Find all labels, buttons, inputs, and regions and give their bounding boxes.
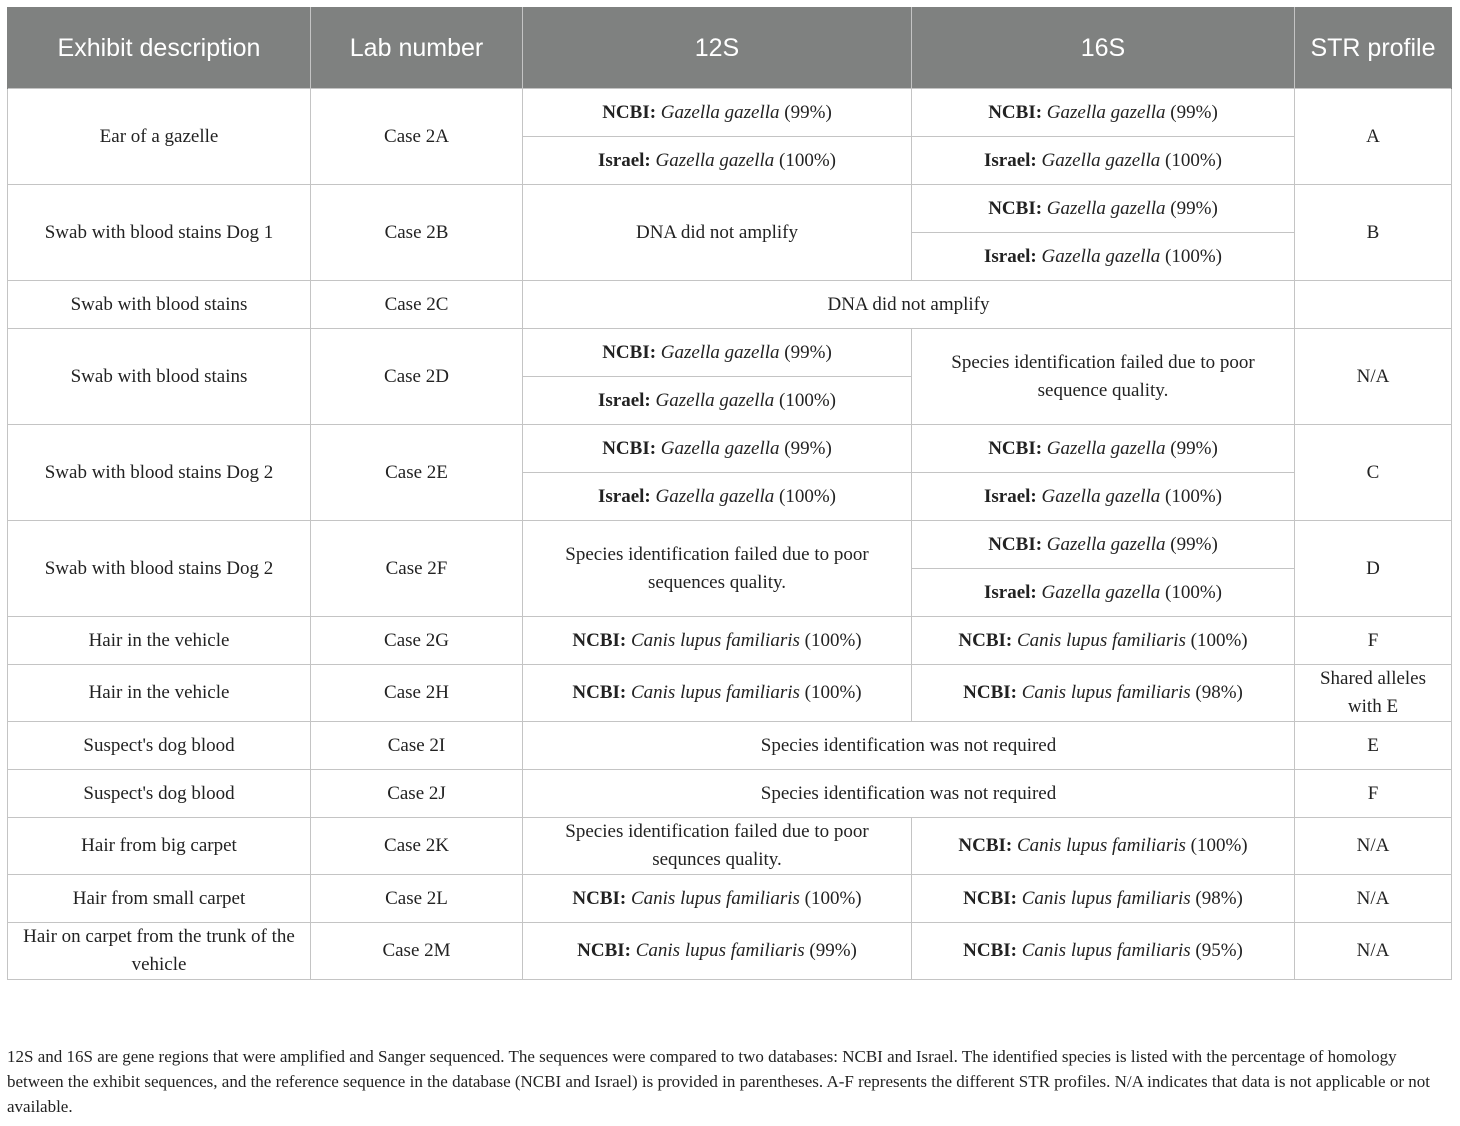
exhibit-cell: Suspect's dog blood (8, 770, 311, 818)
lab-number-cell: Case 2K (311, 818, 523, 875)
table-row (8, 665, 1452, 722)
lab-number-cell: Case 2E (311, 425, 523, 521)
result-12s: Species identification failed due to poor sequences quality. (523, 521, 912, 617)
result-16s-israel (912, 233, 1295, 281)
lab-number-cell: Case 2L (311, 875, 523, 923)
db-label-israel: Israel: (984, 149, 1037, 171)
result-16s-ncbi (912, 425, 1295, 473)
species-name: Gazella gazella (655, 149, 775, 171)
homology-percent: (100%) (1165, 485, 1222, 507)
species-name: Gazella gazella (1046, 101, 1166, 123)
homology-percent: (100%) (1165, 581, 1222, 603)
result-16s-ncbi (912, 875, 1295, 923)
exhibit-cell: Suspect's dog blood (8, 722, 311, 770)
header-str-profile: STR profile (1295, 7, 1452, 89)
species-name: Canis lupus familiaris (630, 682, 800, 703)
db-label-ncbi: NCBI: (572, 629, 627, 651)
exhibit-cell: Ear of a gazelle (8, 89, 311, 185)
db-label-israel: Israel: (598, 485, 651, 507)
result-16s-israel (912, 569, 1295, 617)
species-name: Canis lupus familiaris (635, 940, 805, 961)
table-row (8, 770, 1452, 818)
db-label-ncbi: NCBI: (958, 835, 1013, 856)
homology-percent: (98%) (1195, 682, 1243, 703)
db-label-israel: Israel: (984, 245, 1037, 267)
homology-percent: (100%) (1165, 245, 1222, 267)
lab-number-cell: Case 2B (311, 185, 523, 281)
species-name: Gazella gazella (660, 341, 780, 363)
header-exhibit-description: Exhibit description (8, 7, 311, 89)
homology-percent: (100%) (1165, 149, 1222, 171)
table-row (8, 722, 1452, 770)
homology-percent: (100%) (779, 485, 836, 507)
lab-number-cell: Case 2F (311, 521, 523, 617)
table-footnote: 12S and 16S are gene regions that were amplified and Sanger sequenced. The sequences were compared to two databases: NCBI and Israel. The identified species is listed with the percentage of homology between the exhibit sequences, and the reference sequence in the database (NCBI and Israel) is provided in parentheses. A-F represents the different STR profiles. N/A indicates that data is not applicable or not available. (7, 1047, 1430, 1116)
species-name: Gazella gazella (1041, 149, 1161, 171)
result-12s-ncbi (523, 665, 912, 722)
result-16s-israel (912, 473, 1295, 521)
lab-number-cell: Case 2H (311, 665, 523, 722)
exhibit-cell: Hair in the vehicle (8, 665, 311, 722)
db-label-ncbi: NCBI: (963, 682, 1017, 703)
results-table-wrapper (7, 7, 1451, 980)
str-profile-cell (1295, 281, 1452, 329)
lab-number-cell: Case 2G (311, 617, 523, 665)
exhibit-cell: Hair from big carpet (8, 818, 311, 875)
db-label-israel: Israel: (598, 389, 651, 411)
str-profile-cell: D (1295, 521, 1452, 617)
result-12s-ncbi (523, 923, 912, 980)
species-name: Canis lupus familiaris (630, 887, 800, 909)
result-12s-16s: Species identification was not required (523, 770, 1295, 818)
homology-percent: (95%) (1195, 940, 1243, 961)
result-16s-ncbi (912, 617, 1295, 665)
table-row (8, 617, 1452, 665)
table-row (8, 185, 1452, 233)
result-16s: Species identification failed due to poor sequence quality. (912, 329, 1295, 425)
exhibit-cell: Swab with blood stains Dog 2 (8, 425, 311, 521)
result-16s-ncbi (912, 818, 1295, 875)
result-16s-ncbi (912, 665, 1295, 722)
str-profile-cell: E (1295, 722, 1452, 770)
db-label-ncbi: NCBI: (963, 887, 1017, 909)
db-label-ncbi: NCBI: (958, 629, 1013, 651)
lab-number-cell: Case 2I (311, 722, 523, 770)
homology-percent: (99%) (1170, 533, 1218, 555)
result-12s-ncbi (523, 329, 912, 377)
str-profile-cell: N/A (1295, 875, 1452, 923)
str-profile-cell: Shared alleles with E (1295, 665, 1452, 722)
str-profile-cell: N/A (1295, 818, 1452, 875)
result-16s-ncbi (912, 89, 1295, 137)
homology-percent: (100%) (1190, 835, 1248, 856)
table-row (8, 281, 1452, 329)
result-12s-ncbi (523, 617, 912, 665)
species-name: Canis lupus familiaris (1016, 835, 1186, 856)
species-name: Gazella gazella (1046, 533, 1166, 555)
homology-percent: (100%) (779, 389, 836, 411)
species-name: Gazella gazella (660, 437, 780, 459)
str-profile-cell: F (1295, 617, 1452, 665)
exhibit-cell: Swab with blood stains (8, 281, 311, 329)
db-label-israel: Israel: (598, 149, 651, 171)
db-label-ncbi: NCBI: (602, 101, 657, 123)
result-12s: Species identification failed due to poor sequnces quality. (523, 818, 912, 875)
result-12s-ncbi (523, 875, 912, 923)
homology-percent: (100%) (1190, 629, 1248, 651)
table-row (8, 89, 1452, 137)
table-row (8, 329, 1452, 377)
homology-percent: (99%) (1170, 437, 1218, 459)
table-row (8, 875, 1452, 923)
table-row (8, 818, 1452, 875)
species-name: Canis lupus familiaris (1021, 887, 1191, 909)
homology-percent: (100%) (779, 149, 836, 171)
result-12s-ncbi (523, 89, 912, 137)
str-profile-cell: F (1295, 770, 1452, 818)
species-name: Gazella gazella (655, 389, 775, 411)
table-row (8, 923, 1452, 980)
result-16s-ncbi (912, 521, 1295, 569)
db-label-ncbi: NCBI: (988, 533, 1043, 555)
str-profile-cell: N/A (1295, 923, 1452, 980)
str-profile-cell: C (1295, 425, 1452, 521)
exhibit-cell: Hair on carpet from the trunk of the vehicle (8, 923, 311, 980)
db-label-ncbi: NCBI: (602, 341, 657, 363)
result-12s-israel (523, 137, 912, 185)
species-name: Canis lupus familiaris (1021, 682, 1191, 703)
result-16s-ncbi (912, 923, 1295, 980)
species-name: Canis lupus familiaris (630, 629, 800, 651)
exhibit-cell: Hair from small carpet (8, 875, 311, 923)
db-label-ncbi: NCBI: (577, 940, 631, 961)
str-profile-cell: B (1295, 185, 1452, 281)
lab-number-cell: Case 2J (311, 770, 523, 818)
homology-percent: (99%) (784, 437, 832, 459)
homology-percent: (99%) (784, 101, 832, 123)
table-row (8, 521, 1452, 569)
exhibit-cell: Hair in the vehicle (8, 617, 311, 665)
header-12s: 12S (523, 7, 912, 89)
table-row (8, 425, 1452, 473)
result-12s-ncbi (523, 425, 912, 473)
homology-percent: (100%) (804, 887, 862, 909)
species-name: Gazella gazella (1041, 245, 1161, 267)
lab-number-cell: Case 2D (311, 329, 523, 425)
result-16s-israel (912, 137, 1295, 185)
results-table (7, 7, 1452, 980)
db-label-ncbi: NCBI: (988, 437, 1043, 459)
species-name: Gazella gazella (1046, 197, 1166, 219)
homology-percent: (99%) (784, 341, 832, 363)
str-profile-cell: N/A (1295, 329, 1452, 425)
species-name: Canis lupus familiaris (1016, 629, 1186, 651)
species-name: Gazella gazella (655, 485, 775, 507)
db-label-israel: Israel: (984, 485, 1037, 507)
homology-percent: (100%) (804, 629, 862, 651)
exhibit-cell: Swab with blood stains (8, 329, 311, 425)
header-lab-number: Lab number (311, 7, 523, 89)
result-12s-israel (523, 377, 912, 425)
homology-percent: (100%) (804, 682, 862, 703)
header-16s: 16S (912, 7, 1295, 89)
db-label-ncbi: NCBI: (988, 197, 1043, 219)
result-12s-israel (523, 473, 912, 521)
str-profile-cell: A (1295, 89, 1452, 185)
species-name: Gazella gazella (1046, 437, 1166, 459)
lab-number-cell: Case 2C (311, 281, 523, 329)
db-label-ncbi: NCBI: (572, 887, 627, 909)
species-name: Gazella gazella (660, 101, 780, 123)
exhibit-cell: Swab with blood stains Dog 2 (8, 521, 311, 617)
db-label-ncbi: NCBI: (963, 940, 1017, 961)
homology-percent: (98%) (1195, 887, 1243, 909)
db-label-ncbi: NCBI: (572, 682, 627, 703)
result-12s: DNA did not amplify (523, 185, 912, 281)
species-name: Gazella gazella (1041, 581, 1161, 603)
result-16s-ncbi (912, 185, 1295, 233)
result-12s-16s: DNA did not amplify (523, 281, 1295, 329)
result-12s-16s: Species identification was not required (523, 722, 1295, 770)
homology-percent: (99%) (809, 940, 857, 961)
db-label-ncbi: NCBI: (602, 437, 657, 459)
homology-percent: (99%) (1170, 197, 1218, 219)
exhibit-cell: Swab with blood stains Dog 1 (8, 185, 311, 281)
lab-number-cell: Case 2M (311, 923, 523, 980)
homology-percent: (99%) (1170, 101, 1218, 123)
species-name: Gazella gazella (1041, 485, 1161, 507)
db-label-ncbi: NCBI: (988, 101, 1043, 123)
db-label-israel: Israel: (984, 581, 1037, 603)
species-name: Canis lupus familiaris (1021, 940, 1191, 961)
header-row (8, 7, 1452, 89)
lab-number-cell: Case 2A (311, 89, 523, 185)
